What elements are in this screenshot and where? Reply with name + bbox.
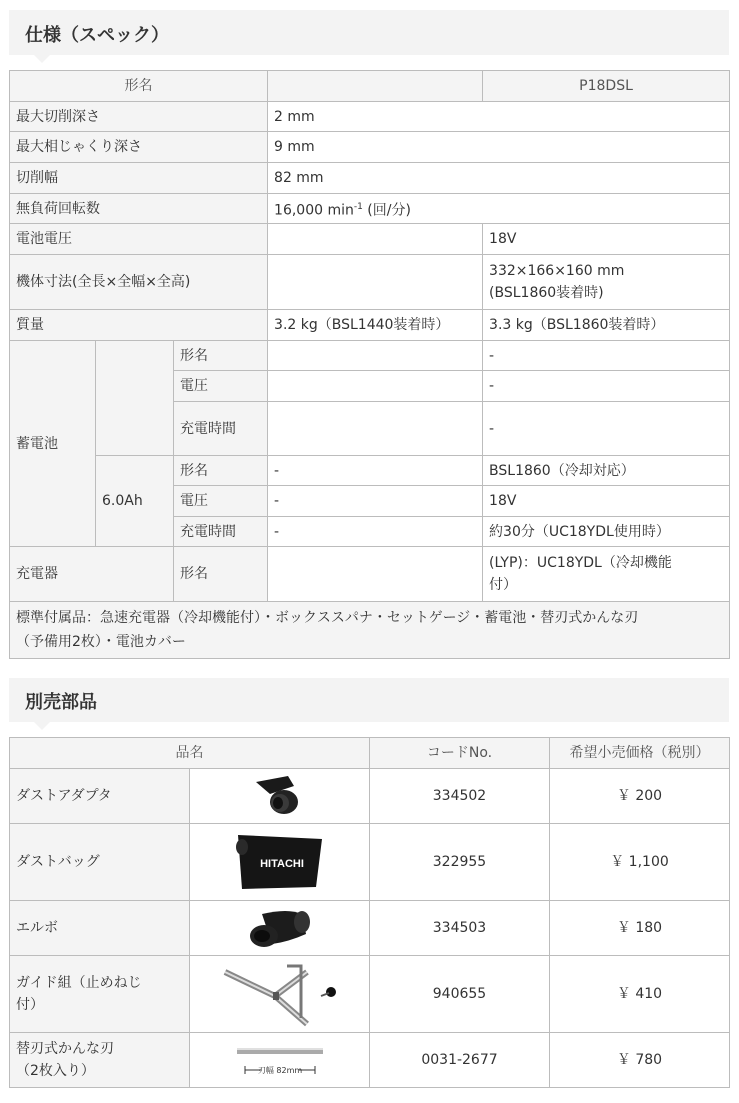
spec-label-dimensions: 機体寸法(全長×全幅×全高) xyxy=(10,255,268,310)
table-row xyxy=(10,1033,730,1088)
spec-label-battery-voltage: 電池電圧 xyxy=(10,224,268,255)
standard-accessories-note xyxy=(10,602,730,659)
part-name-guide-set xyxy=(10,956,190,1033)
battery-b-model-label: 形名 xyxy=(174,456,268,486)
table-row xyxy=(10,956,730,1033)
spec-value-cut-width: 82 mm xyxy=(268,163,730,194)
part-name-elbow: エルボ xyxy=(10,901,190,956)
spec-value-no-load-speed xyxy=(268,194,730,224)
speed-exponent: -1 xyxy=(353,201,363,212)
part-name-planer-blade xyxy=(10,1033,190,1088)
part-price-planer-blade: ￥ 780 xyxy=(550,1033,730,1088)
part-code-elbow: 334503 xyxy=(370,901,550,956)
parts-section-header xyxy=(9,678,729,722)
dimensions-line1: 332×166×160 mm xyxy=(489,263,625,279)
battery-capacity-b: 6.0Ah xyxy=(96,456,174,547)
part-price-elbow: ￥ 180 xyxy=(550,901,730,956)
battery-a-voltage-col3: - xyxy=(483,371,730,402)
guide-set-image xyxy=(190,956,370,1033)
charger-model-label: 形名 xyxy=(174,547,268,602)
spec-header-label: 形名 xyxy=(10,71,268,102)
table-row xyxy=(10,901,730,956)
spec-value-weight-1440: 3.2 kg（BSL1440装着時） xyxy=(268,310,483,341)
part-price-dust-adapter: ￥ 200 xyxy=(550,769,730,824)
part-name-dust-adapter: ダストアダプタ xyxy=(10,769,190,824)
battery-a-charge-col2 xyxy=(268,402,483,456)
planer-blade-image xyxy=(190,1033,370,1088)
charger-line1: (LYP)：UC18YDL（冷却機能 xyxy=(489,555,672,571)
battery-b-charge-col2: - xyxy=(268,517,483,547)
spec-label-max-depth: 最大切削深さ xyxy=(10,102,268,132)
spec-label-no-load-speed: 無負荷回転数 xyxy=(10,194,268,224)
planer-blade-line2: （2枚入り） xyxy=(16,1063,95,1079)
charger-col2 xyxy=(268,547,483,602)
part-price-dust-bag: ￥ 1,100 xyxy=(550,824,730,901)
note-line2: （予備用2枚）・電池カバー xyxy=(16,634,186,650)
spec-section-title: 仕様（スペック） xyxy=(25,25,169,46)
battery-a-voltage-col2 xyxy=(268,371,483,402)
parts-section-title: 別売部品 xyxy=(25,692,97,713)
spec-table xyxy=(9,70,730,659)
battery-b-voltage-col2: - xyxy=(268,486,483,517)
spec-label-weight: 質量 xyxy=(10,310,268,341)
part-code-dust-bag: 322955 xyxy=(370,824,550,901)
parts-header-name: 品名 xyxy=(10,738,370,769)
battery-a-voltage-label: 電圧 xyxy=(174,371,268,402)
speed-value: 16,000 min xyxy=(274,202,354,219)
table-row xyxy=(10,769,730,824)
dimensions-line2: (BSL1860装着時) xyxy=(489,285,604,301)
spec-value-max-depth: 2 mm xyxy=(268,102,730,132)
spec-value-battery-voltage: 18V xyxy=(483,224,730,255)
spec-value-weight-1860: 3.3 kg（BSL1860装着時） xyxy=(483,310,730,341)
battery-b-voltage-col3: 18V xyxy=(483,486,730,517)
spec-section-header xyxy=(9,10,729,55)
part-code-planer-blade: 0031-2677 xyxy=(370,1033,550,1088)
spec-label-cut-width: 切削幅 xyxy=(10,163,268,194)
battery-a-charge-col3: - xyxy=(483,402,730,456)
blade-width-caption: 刃幅 82mm xyxy=(257,1066,302,1075)
speed-unit: (回/分) xyxy=(362,202,411,219)
battery-b-charge-col3: 約30分（UC18YDL使用時） xyxy=(483,517,730,547)
guide-set-line2: 付） xyxy=(16,997,44,1013)
part-code-dust-adapter: 334502 xyxy=(370,769,550,824)
spec-value-dimensions xyxy=(483,255,730,310)
part-name-dust-bag: ダストバッグ xyxy=(10,824,190,901)
part-price-guide-set: ￥ 410 xyxy=(550,956,730,1033)
parts-header-price: 希望小売価格（税別） xyxy=(550,738,730,769)
dust-bag-brand: HITACHI xyxy=(259,858,304,870)
spec-label-charger: 充電器 xyxy=(10,547,174,602)
battery-b-charge-label: 充電時間 xyxy=(174,517,268,547)
note-line1: 標準付属品：急速充電器（冷却機能付）・ボックススパナ・セットゲージ・蓄電池・替刃式かんな刃 xyxy=(16,610,639,626)
planer-blade-line1: 替刃式かんな刃 xyxy=(16,1041,114,1057)
spec-label-rabbet-depth: 最大相じゃくり深さ xyxy=(10,132,268,163)
battery-b-model-col3: BSL1860（冷却対応） xyxy=(483,456,730,486)
section-notch xyxy=(34,55,50,63)
dust-adapter-image xyxy=(190,769,370,824)
part-code-guide-set: 940655 xyxy=(370,956,550,1033)
guide-set-line1: ガイド組（止めねじ xyxy=(16,975,142,991)
spec-header-model: P18DSL xyxy=(483,71,730,102)
battery-b-voltage-label: 電圧 xyxy=(174,486,268,517)
section-notch xyxy=(34,722,50,730)
spec-value-battery-voltage-col2 xyxy=(268,224,483,255)
charger-line2: 付） xyxy=(489,577,518,593)
table-row xyxy=(10,824,730,901)
battery-a-model-col2 xyxy=(268,341,483,371)
spec-value-rabbet-depth: 9 mm xyxy=(268,132,730,163)
spec-header-col2 xyxy=(268,71,483,102)
spec-label-battery: 蓄電池 xyxy=(10,341,96,547)
battery-a-model-label: 形名 xyxy=(174,341,268,371)
charger-col3 xyxy=(483,547,730,602)
elbow-image xyxy=(190,901,370,956)
battery-b-model-col2: - xyxy=(268,456,483,486)
battery-capacity-a xyxy=(96,341,174,456)
spec-value-dimensions-col2 xyxy=(268,255,483,310)
battery-a-model-col3: - xyxy=(483,341,730,371)
parts-header-code: コードNo. xyxy=(370,738,550,769)
dust-bag-image xyxy=(190,824,370,901)
battery-a-charge-label: 充電時間 xyxy=(174,402,268,456)
parts-table xyxy=(9,737,730,1088)
